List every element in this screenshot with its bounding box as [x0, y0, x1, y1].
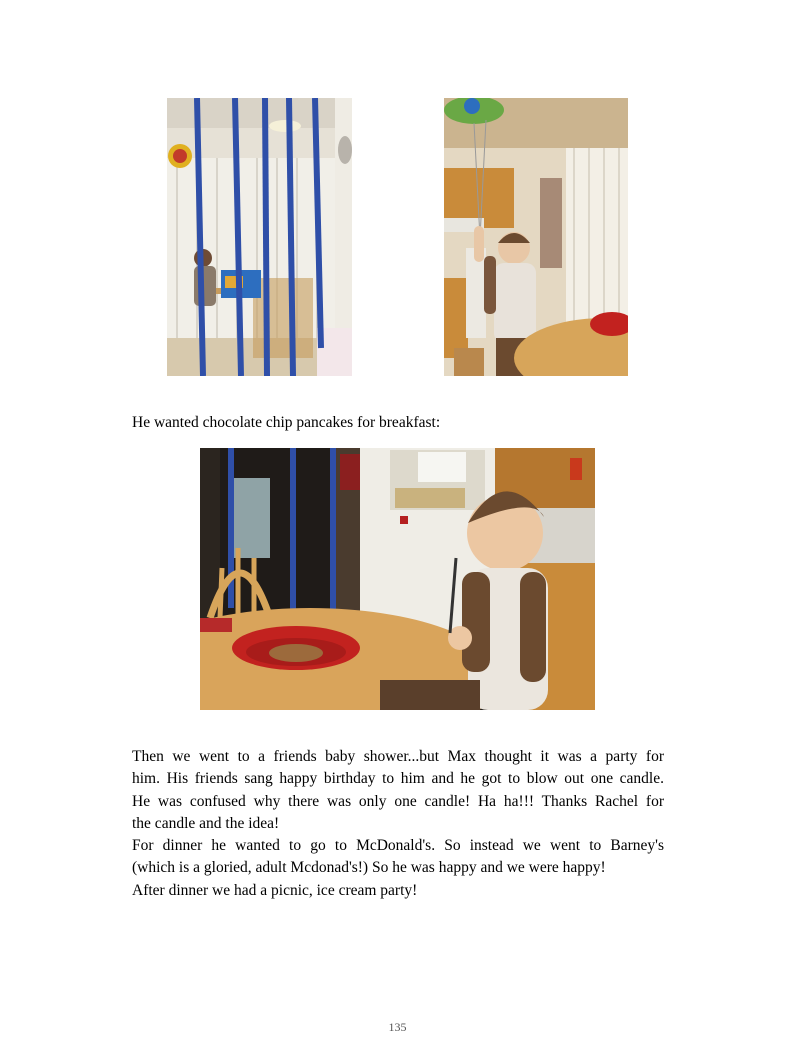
- story-line: After dinner we had a picnic, ice cream party!: [132, 881, 418, 899]
- photo-boy-pancakes-breakfast: [200, 448, 595, 710]
- story-paragraph: [132, 746, 664, 902]
- story-line: He was confused why there was only one candle! Ha ha!!! Thanks Rachel for: [132, 792, 664, 810]
- story-line: him. His friends sang happy birthday to him and he got to blow out one candle.: [132, 770, 664, 788]
- story-line: Then we went to a friends baby shower...but Max thought it was a party for: [132, 748, 664, 765]
- photo-boy-balloons-kitchen: [444, 98, 628, 376]
- breakfast-caption: He wanted chocolate chip pancakes for breakfast:: [132, 414, 441, 431]
- story-line: (which is a gloried, adult Mcdonad's!) So he was happy and we were happy!: [132, 859, 606, 877]
- photo-boy-streamers-dining: [167, 98, 352, 376]
- story-line: the candle and the idea!: [132, 814, 280, 832]
- story-line: For dinner he wanted to go to McDonald's. So instead we went to Barney's: [132, 837, 664, 855]
- page-number: 135: [388, 1020, 407, 1034]
